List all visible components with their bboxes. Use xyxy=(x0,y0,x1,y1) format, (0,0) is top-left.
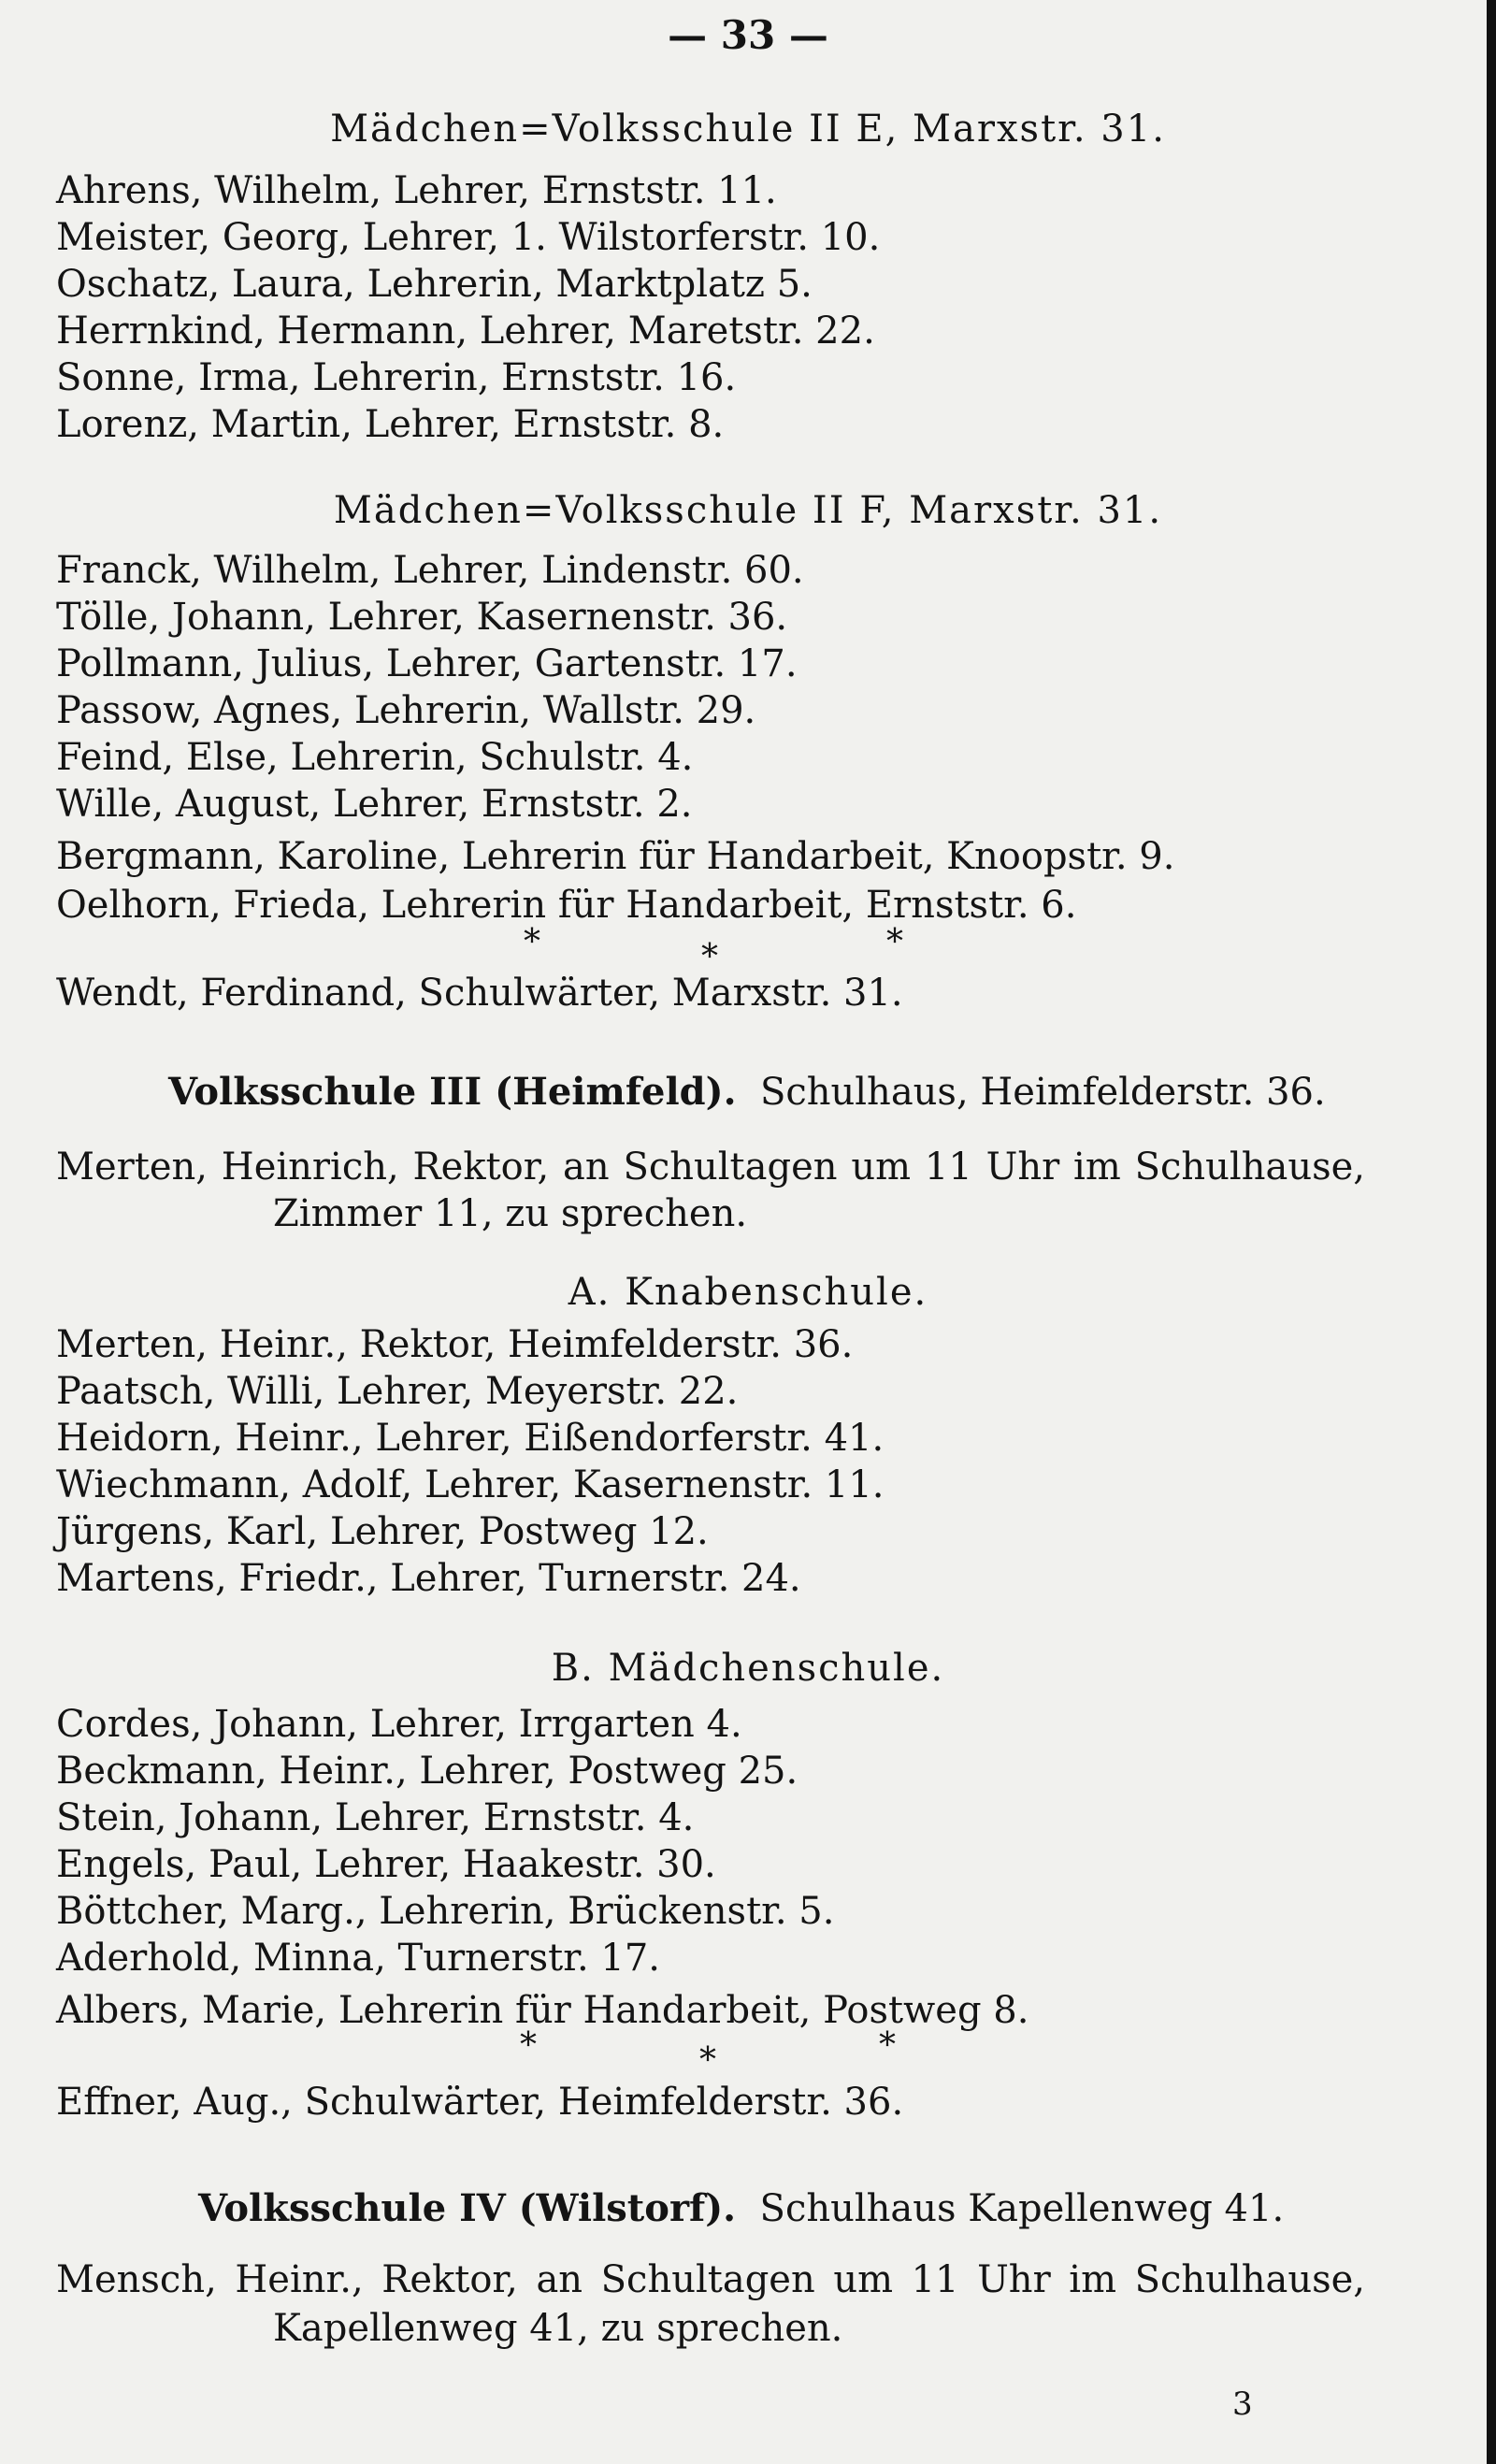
rector-line: Mensch, Heinr., Rektor, an Schultagen um 11 Uhr im Schulhause, xyxy=(56,2258,1365,2301)
school-heading-3 xyxy=(168,1068,1326,1117)
rector-line-continued: Zimmer 11, zu sprechen. xyxy=(273,1192,748,1235)
list-item: Wiechmann, Adolf, Lehrer, Kasernenstr. 11. xyxy=(56,1463,885,1506)
asterisk-separator: * xyxy=(879,2026,896,2065)
signature-mark: 3 xyxy=(1232,2385,1253,2423)
list-item: Ahrens, Wilhelm, Lehrer, Ernststr. 11. xyxy=(56,169,777,212)
list-item: Stein, Johann, Lehrer, Ernststr. 4. xyxy=(56,1796,695,1839)
list-item: Cordes, Johann, Lehrer, Irrgarten 4. xyxy=(56,1703,742,1746)
asterisk-separator: * xyxy=(520,2026,537,2065)
asterisk-separator: * xyxy=(886,923,903,961)
list-item: Bergmann, Karoline, Lehrerin für Handarbeit, Knoopstr. 9. xyxy=(56,835,1175,878)
asterisk-separator: * xyxy=(699,2041,716,2080)
list-item: Lorenz, Martin, Lehrer, Ernststr. 8. xyxy=(56,403,725,446)
list-item: Albers, Marie, Lehrerin für Handarbeit, Postweg 8. xyxy=(56,1989,1029,2032)
page-edge-shadow xyxy=(1487,0,1496,2464)
list-item: Passow, Agnes, Lehrerin, Wallstr. 29. xyxy=(56,689,756,732)
school-title: Volksschule III (Heimfeld). xyxy=(168,1070,737,1114)
list-item: Wille, August, Lehrer, Ernststr. 2. xyxy=(56,783,693,826)
list-item: Meister, Georg, Lehrer, 1. Wilstorferstr. 10. xyxy=(56,216,881,259)
asterisk-separator: * xyxy=(524,923,540,961)
school-building: Schulhaus Kapellenweg 41. xyxy=(759,2187,1285,2230)
subsection-heading-a: A. Knabenschule. xyxy=(568,1271,928,1314)
list-item: Jürgens, Karl, Lehrer, Postweg 12. xyxy=(56,1510,709,1553)
school-building: Schulhaus, Heimfelderstr. 36. xyxy=(759,1071,1326,1114)
list-item: Paatsch, Willi, Lehrer, Meyerstr. 22. xyxy=(56,1370,739,1413)
list-item: Merten, Heinr., Rektor, Heimfelderstr. 36. xyxy=(56,1323,854,1366)
list-item: Pollmann, Julius, Lehrer, Gartenstr. 17. xyxy=(56,642,798,685)
list-item: Oschatz, Laura, Lehrerin, Marktplatz 5. xyxy=(56,263,813,306)
list-item: Sonne, Irma, Lehrerin, Ernststr. 16. xyxy=(56,356,737,399)
caretaker-line: Wendt, Ferdinand, Schulwärter, Marxstr. 31. xyxy=(56,972,903,1015)
list-item: Martens, Friedr., Lehrer, Turnerstr. 24. xyxy=(56,1557,801,1600)
list-item: Franck, Wilhelm, Lehrer, Lindenstr. 60. xyxy=(56,549,804,592)
page-number: — 33 — xyxy=(668,12,828,58)
list-item: Engels, Paul, Lehrer, Haakestr. 30. xyxy=(56,1843,716,1886)
section-heading-2e: Mädchen=Volksschule II E, Marxstr. 31. xyxy=(330,108,1166,151)
list-item: Oelhorn, Frieda, Lehrerin für Handarbeit, Ernststr. 6. xyxy=(56,884,1077,927)
rector-line-continued: Kapellenweg 41, zu sprechen. xyxy=(273,2307,843,2350)
subsection-heading-b: B. Mädchenschule. xyxy=(551,1647,945,1690)
caretaker-line: Effner, Aug., Schulwärter, Heimfelderstr. 36. xyxy=(56,2081,904,2124)
rector-line: Merten, Heinrich, Rektor, an Schultagen um 11 Uhr im Schulhause, xyxy=(56,1146,1365,1189)
list-item: Herrnkind, Hermann, Lehrer, Maretstr. 22. xyxy=(56,310,875,353)
list-item: Böttcher, Marg., Lehrerin, Brückenstr. 5. xyxy=(56,1890,835,1933)
list-item: Tölle, Johann, Lehrer, Kasernenstr. 36. xyxy=(56,596,788,639)
list-item: Feind, Else, Lehrerin, Schulstr. 4. xyxy=(56,736,694,779)
list-item: Aderhold, Minna, Turnerstr. 17. xyxy=(56,1937,660,1980)
list-item: Beckmann, Heinr., Lehrer, Postweg 25. xyxy=(56,1750,798,1793)
school-heading-4 xyxy=(198,2184,1284,2233)
school-title: Volksschule IV (Wilstorf). xyxy=(198,2186,737,2230)
section-heading-2f: Mädchen=Volksschule II F, Marxstr. 31. xyxy=(333,489,1163,532)
asterisk-separator: * xyxy=(701,938,718,976)
list-item: Heidorn, Heinr., Lehrer, Eißendorferstr. 41. xyxy=(56,1417,885,1460)
